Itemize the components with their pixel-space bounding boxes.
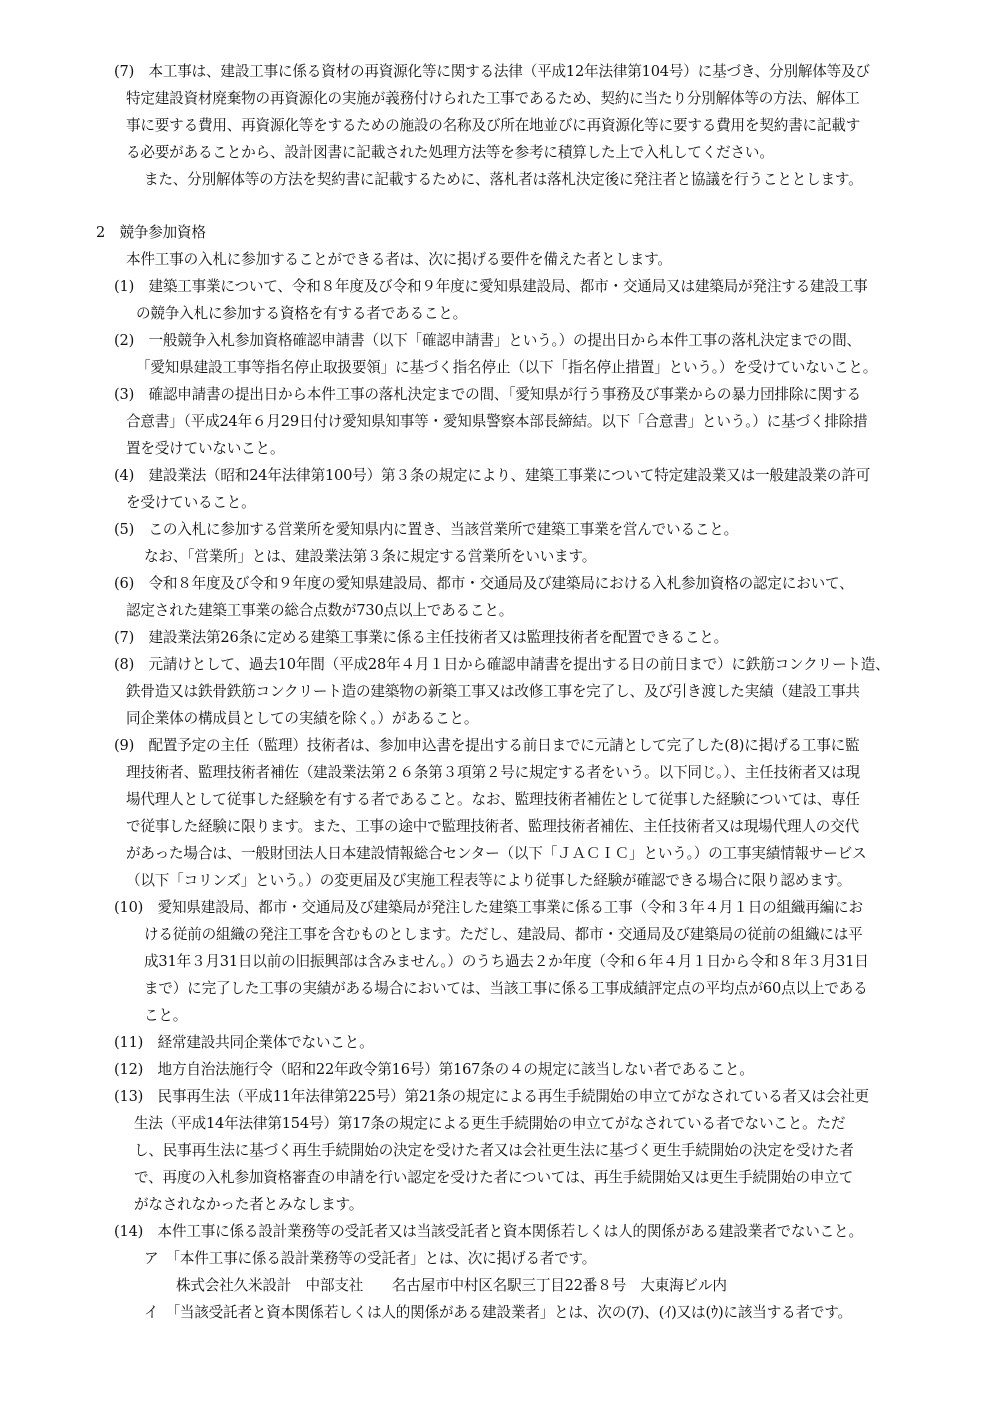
text-line: 株式会社久米設計 中部支社 名古屋市中村区名駅三丁目22番８号 大東海ビル内 — [176, 1277, 727, 1294]
text-line: 同企業体の構成員としての実績を除く。）があること。 — [126, 710, 479, 727]
text-line: ア 「本件工事に係る設計業務等の受託者」とは、次に掲げる者です。 — [144, 1250, 597, 1267]
text-line: （以下「コリンズ」という。）の変更届及び実施工程表等により従事した経験が確認できる場合に限り認めます。 — [126, 872, 852, 889]
text-line: ける従前の組織の発注工事を含むものとします。ただし、建設局、都市・交通局及び建築局の従前の組織には平 — [144, 926, 863, 943]
text-line: 理技術者、監理技術者補佐（建設業法第２６条第３項第２号に規定する者をいう。以下同じ。）、主任技術者又は現 — [126, 764, 860, 781]
text-line: 合意書」（平成24年６月29日付け愛知県知事等・愛知県警察本部長締結。以下「合意書」という。）に基づく排除措 — [126, 413, 868, 430]
text-line: で、再度の入札参加資格審査の申請を行い認定を受けた者については、再生手続開始又は更生手続開始の申立て — [134, 1169, 854, 1186]
text-line: イ 「当該受託者と資本関係若しくは人的関係がある建設業者」とは、次の(ｱ)、(ｲ)又は(ｳ)に該当する者です。 — [144, 1304, 852, 1321]
text-line: 置を受けていないこと。 — [126, 440, 285, 457]
text-line: (2) 一般競争入札参加資格確認申請書（以下「確認申請書」という。）の提出日から本件工事の落札決定までの間、 — [114, 332, 861, 349]
text-line: (1) 建築工事業について、令和８年度及び令和９年度に愛知県建設局、都市・交通局又は建築局が発注する建設工事 — [114, 278, 868, 295]
text-line: で従事した経験に限ります。また、工事の途中で監理技術者、監理技術者補佐、主任技術者又は現場代理人の交代 — [126, 818, 859, 835]
text-line: (12) 地方自治法施行令（昭和22年政令第16号）第167条の４の規定に該当しない者であること。 — [114, 1061, 754, 1078]
text-line: (6) 令和８年度及び令和９年度の愛知県建設局、都市・交通局及び建築局における入札参加資格の認定において、 — [114, 575, 854, 592]
text-line: こと。 — [144, 1007, 188, 1024]
text-line: 成31年３月31日以前の旧振興部は含みません。）のうち過去２か年度（令和６年４月１日から令和８年３月31日 — [144, 953, 869, 970]
text-line: の競争入札に参加する資格を有する者であること。 — [136, 305, 468, 322]
text-line: 特定建設資材廃棄物の再資源化の実施が義務付けられた工事であるため、契約に当たり分別解体等の方法、解体工 — [126, 90, 860, 107]
text-line: (7) 本工事は、建設工事に係る資材の再資源化等に関する法律（平成12年法律第104号）に基づき、分別解体等及び — [114, 63, 870, 80]
text-line: なお、「営業所」とは、建設業法第３条に規定する営業所をいいます。 — [144, 548, 597, 565]
text-line: 場代理人として従事した経験を有する者であること。なお、監理技術者補佐として従事した経験については、専任 — [126, 791, 860, 808]
text-line: し、民事再生法に基づく再生手続開始の決定を受けた者又は会社更生法に基づく更生手続開始の決定を受けた者 — [134, 1142, 854, 1159]
text-line: (9) 配置予定の主任（監理）技術者は、参加申込書を提出する前日までに元請として完了した(8)に掲げる工事に監 — [114, 737, 860, 754]
text-line: 本件工事の入札に参加することができる者は、次に掲げる要件を備えた者とします。 — [126, 251, 672, 268]
text-line: また、分別解体等の方法を契約書に記載するために、落札者は落札決定後に発注者と協議を行うこととします。 — [144, 171, 863, 188]
text-line: (5) この入札に参加する営業所を愛知県内に置き、当該営業所で建築工事業を営んでいること。 — [114, 521, 739, 538]
text-line: (4) 建設業法（昭和24年法律第100号）第３条の規定により、建築工事業について特定建設業又は一般建設業の許可 — [114, 467, 871, 484]
text-line: 生法（平成14年法律第154号）第17条の規定による更生手続開始の申立てがなされている者でないこと。ただ — [134, 1115, 846, 1132]
text-line: 事に要する費用、再資源化等をするための施設の名称及び所在地並びに再資源化等に要する費用を契約書に記載す — [126, 117, 861, 134]
text-line: (7) 建設業法第26条に定める建築工事業に係る主任技術者又は監理技術者を配置できること。 — [114, 629, 728, 646]
text-line: 認定された建築工事業の総合点数が730点以上であること。 — [126, 602, 514, 619]
text-line: (11) 経常建設共同企業体でないこと。 — [114, 1034, 374, 1051]
text-line: がなされなかった者とみなします。 — [134, 1196, 364, 1213]
text-line: (3) 確認申請書の提出日から本件工事の落札決定までの間、「愛知県が行う事務及び事業からの暴力団排除に関する — [114, 386, 861, 403]
text-line: (14) 本件工事に係る設計業務等の受託者又は当該受託者と資本関係若しくは人的関係がある建設業者でないこと。 — [114, 1223, 863, 1240]
text-line: まで）に完了した工事の実績がある場合においては、当該工事に係る工事成績評定点の平均点が60点以上である — [144, 980, 868, 997]
text-line: 「愛知県建設工事等指名停止取扱要領」に基づく指名停止（以下「指名停止措置」という。）を受けていないこと。 — [136, 359, 878, 376]
text-line: る必要があることから、設計図書に記載された処理方法等を参考に積算した上で入札してください。 — [126, 144, 774, 161]
text-line: を受けていること。 — [126, 494, 256, 511]
text-line: があった場合は、一般財団法人日本建設情報総合センター（以下「ＪＡＣＩＣ」という。）の工事実績情報サービス — [126, 845, 867, 862]
text-line: 鉄骨造又は鉄骨鉄筋コンクリート造の建築物の新築工事又は改修工事を完了し、及び引き渡した実績（建設工事共 — [126, 683, 860, 700]
text-line: (10) 愛知県建設局、都市・交通局及び建築局が発注した建築工事業に係る工事（令和３年４月１日の組織再編にお — [114, 899, 863, 916]
text-line: (8) 元請けとして、過去10年間（平成28年４月１日から確認申請書を提出する日の前日まで）に鉄筋コンクリート造、 — [114, 656, 890, 673]
text-line: 2 競争参加資格 — [96, 224, 206, 241]
text-line: (13) 民事再生法（平成11年法律第225号）第21条の規定による再生手続開始の申立てがなされている者又は会社更 — [114, 1088, 869, 1105]
